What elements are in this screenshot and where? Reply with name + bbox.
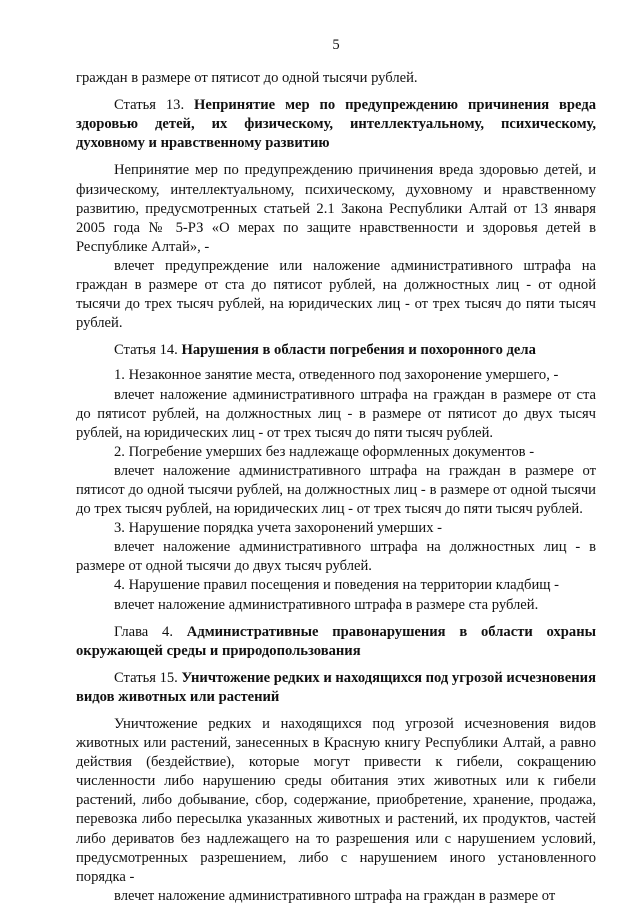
article-14-item-1: 1. Незаконное занятие места, отведенного под захоронение умершего, - [114,367,559,384]
paragraph-continuation: граждан в размере от пятисот до одной тысячи рублей. [76,70,418,87]
chapter-4-heading [76,623,596,661]
article-13-title: Непринятие мер по предупреждению причинения вреда здоровью детей, их физическому, интеллектуальному, психическому, духовному и нравственному развитию [76,97,596,152]
article-15-heading [76,669,596,707]
article-14-heading [76,341,596,360]
article-14-item-4-sanction: влечет наложение административного штрафа в размере ста рублей. [114,596,539,613]
article-14-item-3-sanction: влечет наложение административного штрафа на должностных лиц - в размере от одной тысячи до двух тысяч рублей. [76,539,596,575]
article-14-item-2-sanction: влечет наложение административного штрафа на граждан в размере от пятисот до одной тысячи рублей, на должностных лиц - в размере от одной тысячи до трех тысяч рублей, на юридических лиц - от трех тысяч до пяти тысяч рублей. [76,462,596,518]
page-number: 5 [332,37,340,53]
chapter-4-label: Глава 4. [114,623,173,640]
article-14-title: Нарушения в области погребения и похоронного дела [181,342,536,359]
article-15-title: Уничтожение редких и находящихся под угрозой исчезновения видов животных или растений [76,669,596,705]
article-14-item-4: 4. Нарушение правил посещения и поведения на территории кладбищ - [114,577,560,594]
article-13-label: Статья 13. [114,97,185,114]
article-15-paragraph: Уничтожение редких и находящихся под угрозой исчезновения видов животных или растений, занесенных в Красную книгу Республики Алтай, а равно действия (бездействие), которые могут привести к гибели, сокращению численности либо нарушению среды обитания этих животных или к гибели растений, либо добывание, сбор, содержание, приобретение, хранение, продажа, перевозка либо пересылка указанных животных и растений, их продуктов, частей либо дериватов без надлежащего на то разрешения или с нарушением условий, предусмотренных разрешением, либо с нарушением иного установленного порядка - [76,716,596,885]
article-15-sanction: влечет наложение административного штрафа на граждан в размере от [114,887,556,904]
article-14-item-1-sanction: влечет наложение административного штрафа на граждан в размере от ста до пятисот рублей, на должностных лиц - в размере от пятисот до двух тысяч рублей, на юридических лиц - от трех тысяч до пяти тысяч рублей. [76,386,596,441]
article-13-paragraph: Непринятие мер по предупреждению причинения вреда здоровью детей, и физическому, интеллектуальному, психическому, духовному и нравственному развитию, предусмотренных статьей 2.1 Закона Республики Алтай от 13 января 2005 года № 5-РЗ «О мерах по защите нравственности и здоровья детей в Республике Алтай», - [76,162,596,255]
article-13-heading [76,96,596,153]
article-13-sanction: влечет предупреждение или наложение административного штрафа на граждан в размере от ста до пятисот рублей, на должностных лиц - от одной тысячи до трех тысяч рублей, на юридических лиц - от трех тысяч до пяти тысяч рублей. [76,257,596,332]
article-15-label: Статья 15. [114,669,178,686]
document-page [76,36,596,906]
chapter-4-title: Административные правонарушения в области охраны окружающей среды и природопользования [76,623,596,659]
article-14-item-3: 3. Нарушение порядка учета захоронений умерших - [114,520,443,537]
article-14-item-2: 2. Погребение умерших без надлежаще оформленных документов - [114,443,535,460]
article-14-label: Статья 14. [114,342,178,359]
